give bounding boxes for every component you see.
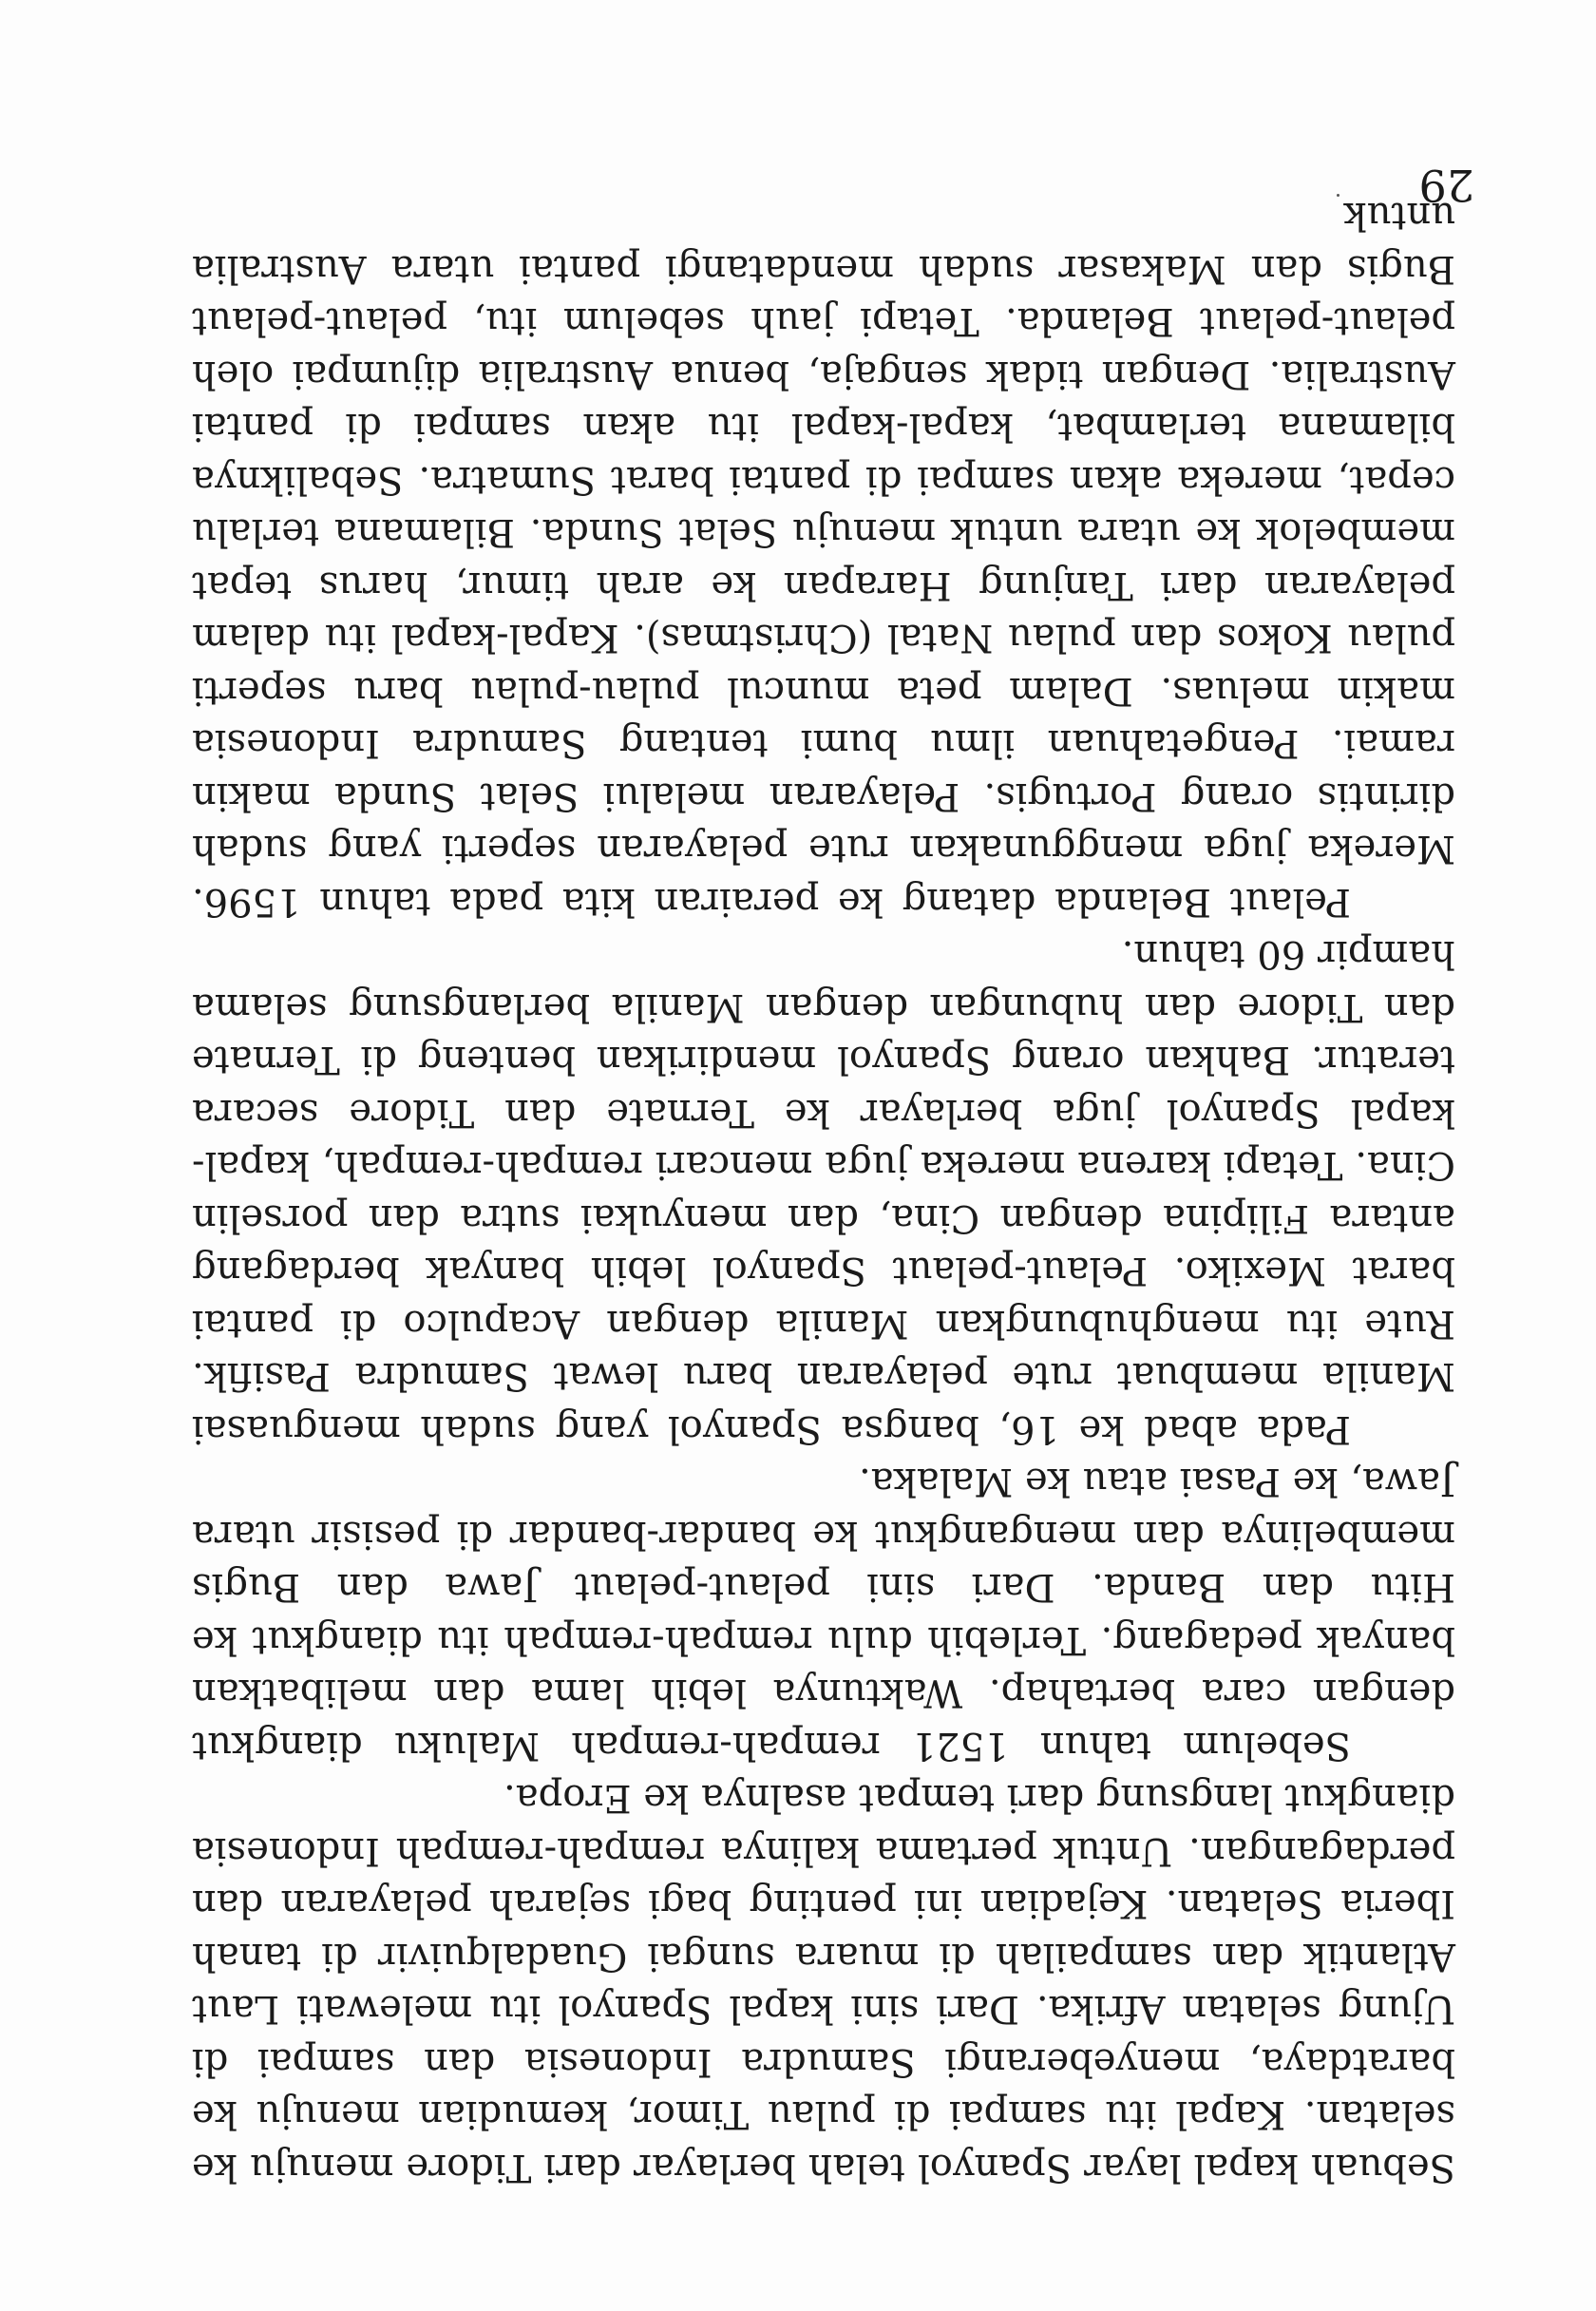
scan-speck: [1337, 194, 1340, 197]
paragraph-2: Sebelum tahun 1521 rempah-rempah Maluku diangkut dengan cara bertahap. Waktunya lebih lama dan melibatkan banyak pedagang. Terlebih dulu rempah-rempah itu diangkut ke Hitu dan Banda. Dari sini pelaut-pelaut Jawa dan Bugis membelinya dan mengangkut ke bandar-bandar di pesisir utara Jawa, ke Pasai atau ke Malaka.: [192, 1460, 1455, 1767]
body-text: [192, 189, 1455, 2193]
paragraph-3: Pada abad ke 16, bangsa Spanyol yang sudah menguasai Manila membuat rute pelayaran baru lewat Samudra Pasifik. Rute itu menghubungkan Manila dengan Acapulco di pantai barat Mexiko. Pelaut-pelaut Spanyol lebih banyak berdagang antara Filipina dengan Cina, dan menyukai sutra dan porselin Cina. Tetapi karena mereka juga mencari rempah-rempah, kapal-kapal Spanyol juga berlayar ke Ternate dan Tidore secara teratur. Bahkan orang Spanyol mendirikan benteng di Ternate dan Tidore dan hubungan dengan Manila berlangsung selama hampir 60 tahun.: [192, 932, 1455, 1451]
paragraph-4: Pelaut Belanda datang ke perairan kita pada tahun 1596. Mereka juga menggunakan rute pelayaran seperti yang sudah dirintis orang Portugis. Pelayaran melalui Selat Sunda makin ramai. Pengetahuan ilmu bumi tentang Samudra Indonesia makin meluas. Dalam peta muncul pulau-pulau baru seperti pulau Kokos dan pulau Natal (Christmas). Kapal-kapal itu dalam pelayaran dari Tanjung Harapan ke arah timur, harus tepat membelok ke utara untuk menuju Selat Sunda. Bilamana terlalu cepat, mereka akan sampai di pantai barat Sumatra. Sebaliknya bilamana terlambat, kapal-kapal itu akan sampai di pantai Australia. Dengan tidak sengaja, benua Australia dijumpai oleh pelaut-pelaut Belanda. Tetapi jauh sebelum itu, pelaut-pelaut Bugis dan Makasar sudah mendatangi pantai utara Australia untuk: [192, 194, 1455, 924]
paragraph-1: Sebuah kapal layar Spanyol telah berlayar dari Tidore menuju ke selatan. Kapal itu sampai di pulau Timor, kemudian menuju ke baratdaya, menyeberangi Samudra Indonesia dan sampai di Ujung selatan Afrika. Dari sini kapal Spanyol itu melewati Laut Atlantik dan sampailah di muara sungai Guadalquivir di tanah Iberia Selatan. Kejadian ini penting bagi sejarah pelayaran dan perdagangan. Untuk pertama kalinya rempah-rempah Indonesia diangkut langsung dari tempat asalnya ke Eropa.: [192, 1776, 1455, 2189]
page-number: 29: [1418, 160, 1474, 211]
